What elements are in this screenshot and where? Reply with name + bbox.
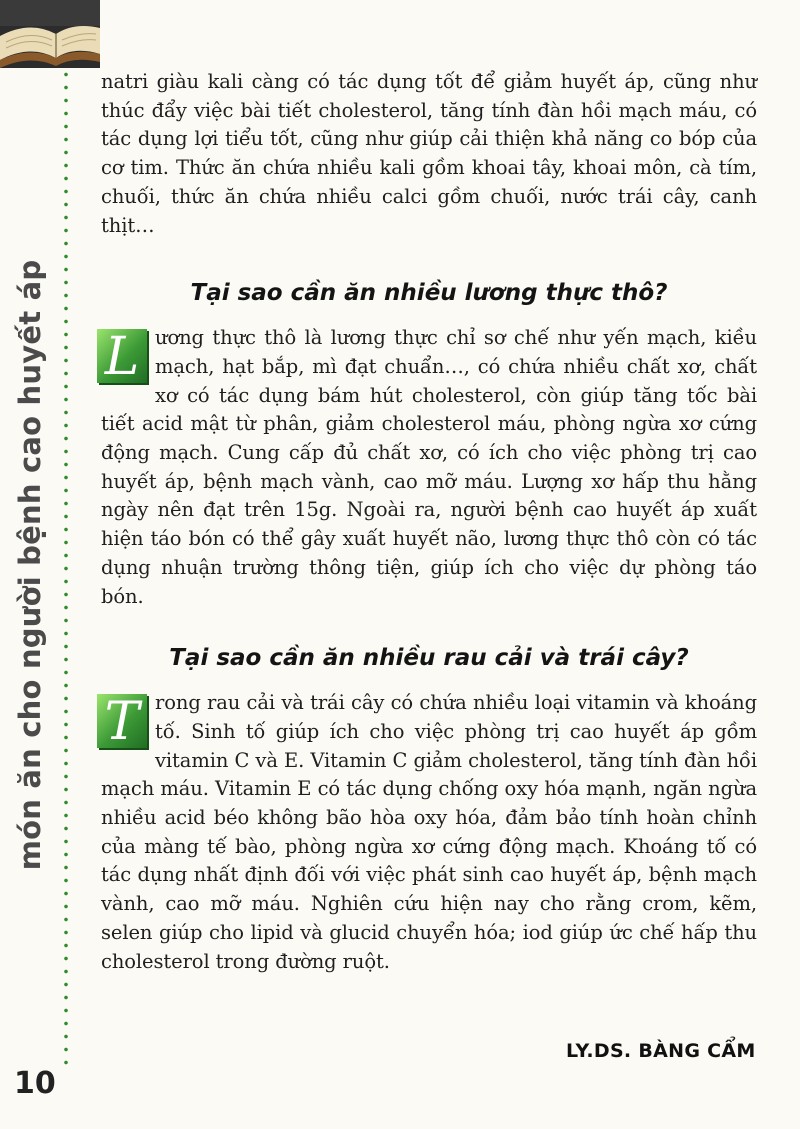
section-body-vegetables-fruits: rong rau cải và trái cây có chứa nhiều loại vitamin và khoáng tố. Sinh tố giúp ích cho việc phòng trị cao huyết áp gồm vitamin C và E. Vitamin C giảm cholesterol, tăng tính đàn hồi mạch máu. Vitamin E có tác dụng chống oxy hóa mạnh, ngăn ngừa nhiều acid béo không bão hòa oxy hóa, đảm bảo tính hoàn chỉnh của màng tế bào, phòng ngừa xơ cứng động mạch. Khoáng tố có tác dụng nhất định đối với việc phát sinh cao huyết áp, bệnh mạch vành, cao mỡ máu. Nghiên cứu hiện nay cho rằng crom, kẽm, selen giúp cho lipid và glucid chuyển hóa; iod giúp ức chế hấp thu cholesterol trong đường ruột. (101, 691, 757, 973)
intro-paragraph: natri giàu kali càng có tác dụng tốt để giảm huyết áp, cũng như thúc đẩy việc bài tiết cholesterol, tăng tính đàn hồi mạch máu, có tác dụng lợi tiểu tốt, cũng như giúp cải thiện khả năng co bóp của cơ tim. Thức ăn chứa nhiều kali gồm khoai tây, khoai môn, cà tím, chuối, thức ăn chứa nhiều calci gồm chuối, nước trái cây, canh thịt… (101, 70, 757, 237)
page-number: 10 (14, 1066, 56, 1101)
drop-cap-letter: L (97, 329, 147, 383)
drop-cap-letter: T (97, 694, 147, 748)
author-credit: LY.DS. BÀNG CẨM (566, 1040, 756, 1062)
running-book-title: món ăn cho người bệnh cao huyết áp (13, 259, 47, 871)
section-vegetables-fruits (101, 689, 757, 976)
dotted-margin-line (64, 68, 68, 1068)
corner-book-illustration (0, 0, 100, 68)
page-content (101, 68, 757, 976)
section-whole-grains (101, 324, 757, 611)
section-heading-whole-grains: Tại sao cần ăn nhiều lương thực thô? (190, 280, 668, 307)
section-body-whole-grains: ương thực thô là lương thực chỉ sơ chế như yến mạch, kiều mạch, hạt bắp, mì đạt chuẩn…, có chứa nhiều chất xơ, chất xơ có tác dụng bám hút cholesterol, còn giúp tăng tốc bài tiết acid mật từ phân, giảm cholesterol máu, phòng ngừa xơ cứng động mạch. Cung cấp đủ chất xơ, có ích cho việc phòng trị cao huyết áp, bệnh mạch vành, cao mỡ máu. Lượng xơ hấp thu hằng ngày nên đạt trên 15g. Ngoài ra, người bệnh cao huyết áp xuất hiện táo bón có thể gây xuất huyết não, lương thực thô còn có tác dụng nhuận trường thông tiện, giúp ích cho việc dự phòng táo bón. (101, 326, 757, 608)
section-heading-vegetables-fruits: Tại sao cần ăn nhiều rau cải và trái cây? (169, 645, 689, 672)
